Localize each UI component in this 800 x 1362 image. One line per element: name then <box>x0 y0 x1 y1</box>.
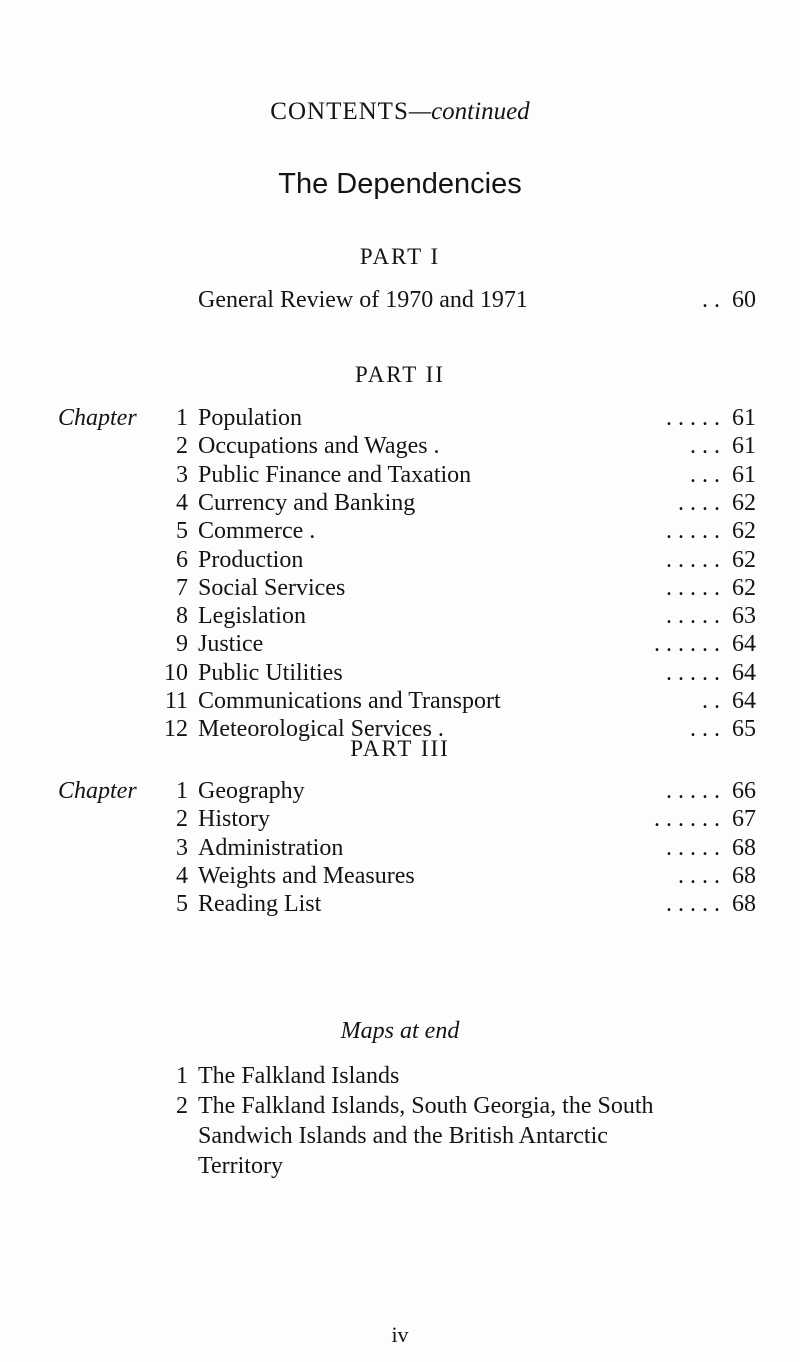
toc-row <box>0 776 800 806</box>
toc-title: History <box>198 806 270 833</box>
chapter-number: 7 <box>176 574 188 601</box>
toc-row <box>0 516 800 546</box>
toc-title: Weights and Measures <box>198 862 415 889</box>
leader-dots: . . . . . <box>666 659 720 686</box>
part-1-title: PART I <box>359 244 441 269</box>
leader-dots: . . . . . <box>666 518 720 545</box>
toc-row <box>0 403 800 433</box>
toc-page: 61 <box>732 405 756 431</box>
toc-title: Communications and Transport <box>198 688 501 714</box>
contents-heading <box>0 98 800 126</box>
leader-dots: . . . . . <box>666 891 720 918</box>
chapter-number: 1 <box>176 778 188 804</box>
chapter-number: 5 <box>176 891 188 918</box>
toc-row <box>0 488 800 518</box>
toc-page: 68 <box>732 862 756 889</box>
leader-dots: . . . . . <box>666 405 720 431</box>
section-title: The Dependencies <box>278 168 522 200</box>
toc-row <box>0 285 800 315</box>
toc-row <box>0 601 800 631</box>
chapter-number: 6 <box>176 546 188 573</box>
toc-page: 65 <box>732 716 756 743</box>
toc-row <box>0 889 800 919</box>
toc-row <box>0 629 800 659</box>
toc-row <box>0 460 800 490</box>
toc-page: 64 <box>732 688 756 714</box>
toc-row <box>0 658 800 688</box>
chapter-number: 3 <box>176 461 188 488</box>
continued-word: —continued <box>408 98 530 125</box>
chapter-number: 3 <box>176 834 188 861</box>
chapter-number: 5 <box>176 518 188 545</box>
chapter-number: 10 <box>164 659 188 686</box>
chapter-number: 2 <box>176 433 188 460</box>
toc-title: Administration <box>198 834 344 861</box>
toc-page: 60 <box>732 287 756 313</box>
toc-title: Geography <box>198 778 305 804</box>
chapter-number: 4 <box>176 489 188 516</box>
chapter-number: 9 <box>176 631 188 658</box>
chapter-number: 1 <box>176 405 188 431</box>
leader-dots: . . . . . <box>666 834 720 861</box>
map-number: 1 <box>176 1063 188 1089</box>
page-folio: iv <box>391 1322 409 1347</box>
toc-row <box>0 431 800 461</box>
toc-page: 62 <box>732 489 756 516</box>
toc-page: 68 <box>732 891 756 918</box>
toc-row <box>0 573 800 603</box>
leader-dots: . . . . . <box>666 603 720 630</box>
toc-title: Reading List <box>198 891 322 918</box>
part-2-title: PART II <box>355 362 445 387</box>
leader-dots: . . . . . <box>666 574 720 601</box>
toc-page: 61 <box>732 433 756 460</box>
maps-heading: Maps at end <box>340 1018 460 1044</box>
contents-word: CONTENTS <box>270 98 409 125</box>
toc-title: Social Services <box>198 574 346 601</box>
leader-dots: . . <box>702 688 720 714</box>
leader-dots: . . . . <box>678 862 720 889</box>
toc-title: Public Utilities <box>198 659 343 686</box>
toc-row <box>0 804 800 834</box>
map-title-line: The Falkland Islands <box>198 1063 400 1089</box>
toc-title: Legislation <box>198 603 306 630</box>
toc-title: Public Finance and Taxation <box>198 461 472 488</box>
toc-page: 66 <box>732 778 756 804</box>
leader-dots: . . . <box>690 461 720 488</box>
leader-dots: . . . . <box>678 489 720 516</box>
toc-title: Occupations and Wages . <box>198 433 440 460</box>
leader-dots: . . <box>702 287 720 313</box>
toc-page: 63 <box>732 603 756 630</box>
toc-title: Production <box>198 546 304 573</box>
leader-dots: . . . <box>690 433 720 460</box>
toc-row <box>0 833 800 863</box>
leader-dots: . . . . . . <box>654 806 720 833</box>
toc-page: 62 <box>732 518 756 545</box>
leader-dots: . . . . . <box>666 546 720 573</box>
leader-dots: . . . . . . <box>654 631 720 658</box>
toc-page: 64 <box>732 659 756 686</box>
chapter-label: Chapter <box>58 778 137 804</box>
toc-row <box>0 686 800 716</box>
part-3-title: PART III <box>350 736 450 761</box>
toc-title: Commerce . <box>198 518 316 545</box>
chapter-number: 11 <box>164 688 188 714</box>
toc-page: 67 <box>732 806 756 833</box>
toc-page: 61 <box>732 461 756 488</box>
toc-title: Justice <box>198 631 264 658</box>
map-number: 2 <box>176 1093 188 1119</box>
toc-title: General Review of 1970 and 1971 <box>198 287 528 313</box>
toc-page: 64 <box>732 631 756 658</box>
toc-page: 68 <box>732 834 756 861</box>
toc-title: Meteorological Services . <box>198 716 444 743</box>
toc-title: Population <box>198 405 303 431</box>
chapter-number: 12 <box>164 716 188 743</box>
leader-dots: . . . <box>690 716 720 743</box>
map-title-line: Sandwich Islands and the British Antarctic <box>198 1123 608 1149</box>
map-title-line: The Falkland Islands, South Georgia, the South <box>198 1093 654 1119</box>
toc-row <box>0 545 800 575</box>
leader-dots: . . . . . <box>666 778 720 804</box>
toc-page: 62 <box>732 574 756 601</box>
toc-title: Currency and Banking <box>198 489 416 516</box>
chapter-number: 8 <box>176 603 188 630</box>
chapter-number: 2 <box>176 806 188 833</box>
map-title-line: Territory <box>198 1153 283 1179</box>
chapter-number: 4 <box>176 862 188 889</box>
toc-page: 62 <box>732 546 756 573</box>
toc-row <box>0 861 800 891</box>
chapter-label: Chapter <box>58 405 137 431</box>
